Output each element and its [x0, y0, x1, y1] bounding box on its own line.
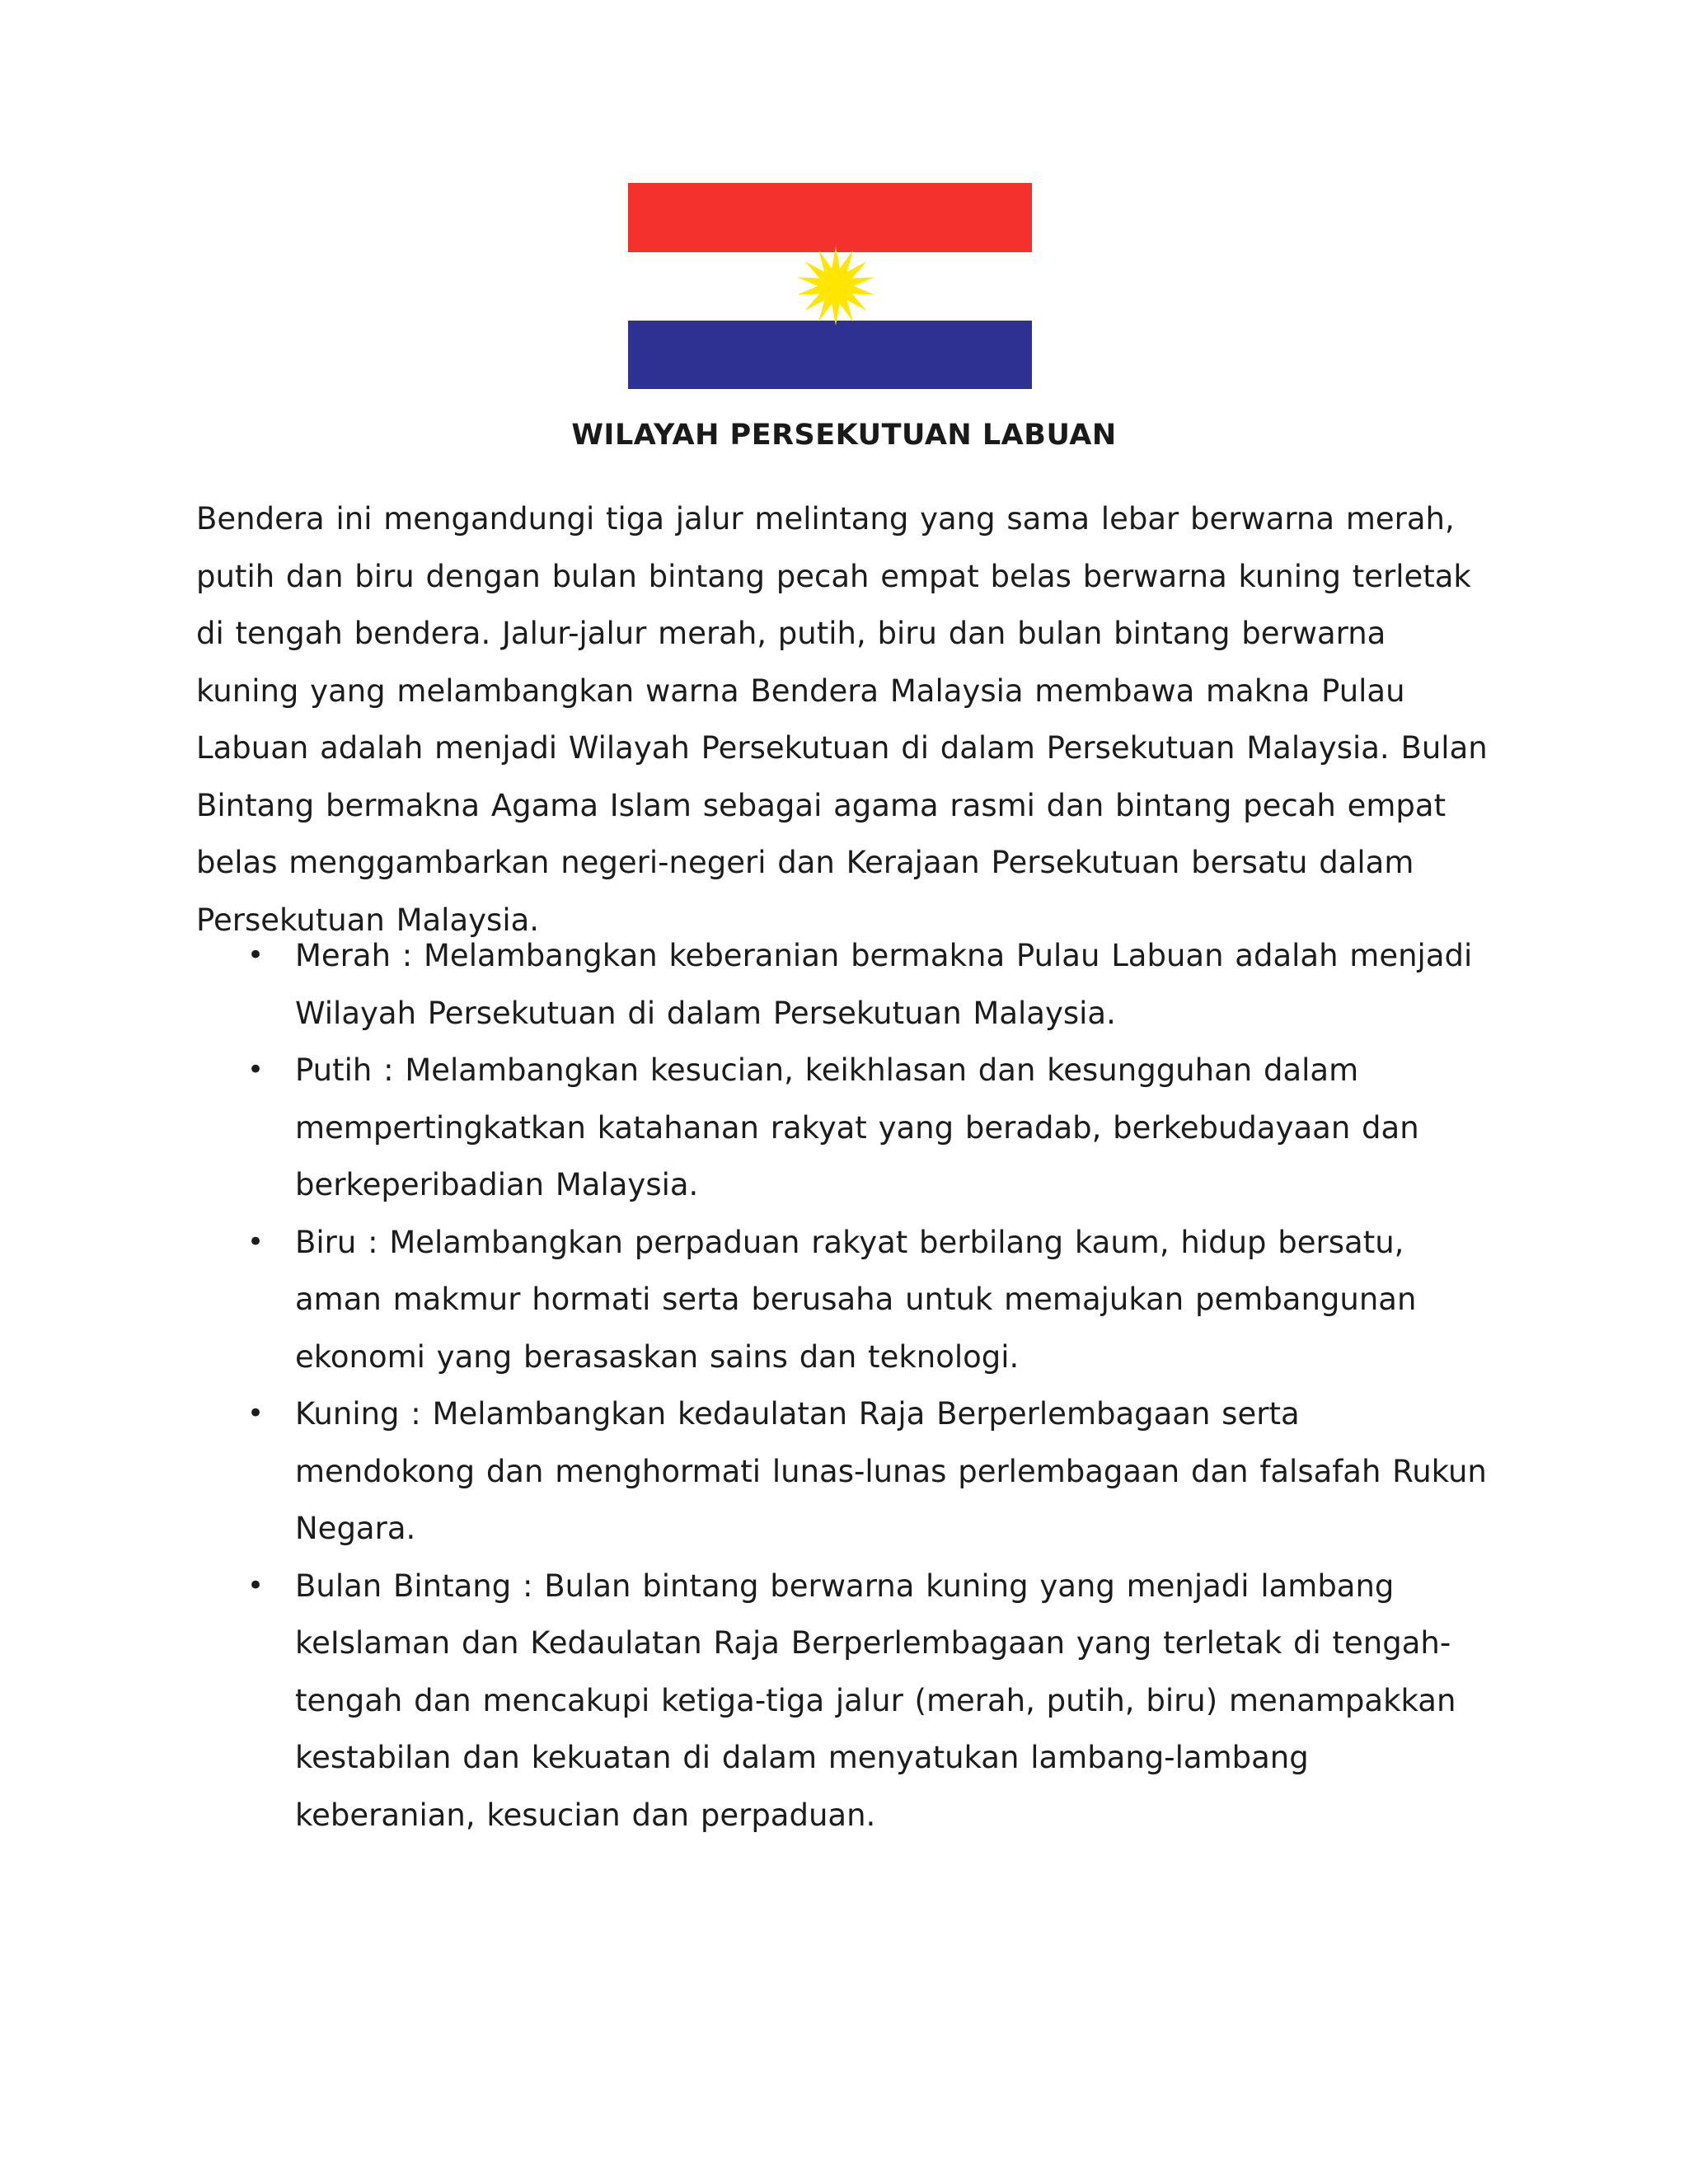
list-item-text: Putih : Melambangkan kesucian, keikhlasan dan kesungguhan dalam mempertingkatkan katahanan rakyat yang beradab, berkebudayaan dan berkeperibadian Malaysia. [295, 1052, 1419, 1202]
list-item [196, 1558, 1490, 1844]
list-item [196, 1042, 1490, 1214]
labuan-flag-icon [628, 183, 1032, 389]
bullet-marker: • [247, 1053, 265, 1086]
bullet-marker: • [247, 1225, 265, 1258]
list-item [196, 1385, 1490, 1558]
list-item-text: Merah : Melambangkan keberanian bermakna Pulau Labuan adalah menjadi Wilayah Persekutuan di dalam Persekutuan Malaysia. [295, 938, 1473, 1031]
list-item [196, 927, 1490, 1042]
list-item-text: Biru : Melambangkan perpaduan rakyat berbilang kaum, hidup bersatu, aman makmur hormati serta berusaha untuk memajukan pembangunan ekonomi yang berasaskan sains dan teknologi. [295, 1224, 1417, 1375]
bullet-list [196, 927, 1490, 1844]
page-title: WILAYAH PERSEKUTUAN LABUAN [571, 419, 1117, 452]
flag-blue-stripe [628, 321, 1032, 389]
list-item-text: Kuning : Melambangkan kedaulatan Raja Berperlembagaan serta mendokong dan menghormati lunas-lunas perlembagaan dan falsafah Rukun Negara. [295, 1396, 1487, 1546]
bullet-marker: • [247, 939, 265, 972]
intro-paragraph: Bendera ini mengandungi tiga jalur melintang yang sama lebar berwarna merah, putih dan biru dengan bulan bintang pecah empat belas berwarna kuning terletak di tengah bendera. Jalur-jalur merah, putih, biru dan bulan bintang berwarna kuning yang melambangkan warna Bendera Malaysia membawa makna Pulau Labuan adalah menjadi Wilayah Persekutuan di dalam Persekutuan Malaysia. Bulan Bintang bermakna Agama Islam sebagai agama rasmi dan bintang pecah empat belas menggambarkan negeri-negeri dan Kerajaan Persekutuan bersatu dalam Persekutuan Malaysia. [196, 501, 1488, 938]
flag-red-stripe [628, 183, 1032, 252]
bullet-marker: • [247, 1568, 265, 1602]
bullet-marker: • [247, 1397, 265, 1430]
list-item [196, 1214, 1490, 1386]
list-item-text: Bulan Bintang : Bulan bintang berwarna kuning yang menjadi lambang keIslaman dan Kedaulatan Raja Berperlembagaan yang terletak di tengah-tengah dan mencakupi ketiga-tiga jalur (merah, putih, biru) menampakkan kestabilan dan kekuatan di dalam menyatukan lambang-lambang keberanian, kesucian dan perpaduan. [295, 1568, 1456, 1833]
